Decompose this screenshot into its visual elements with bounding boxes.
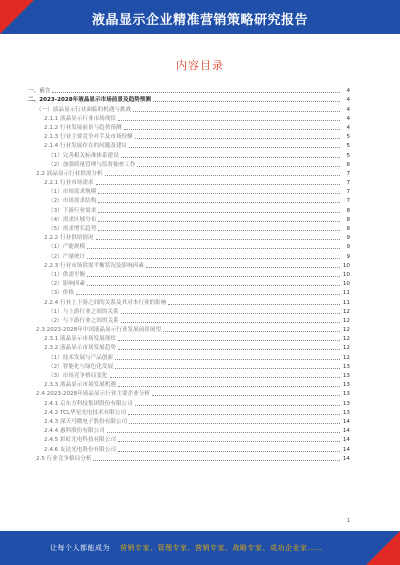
toc-entry-label: （4）需求区域分布	[48, 216, 97, 223]
toc-entry[interactable]	[28, 86, 350, 95]
toc-entry[interactable]	[28, 95, 350, 104]
toc-entry-label: 2.4.3 深天马微电子股份有限公司	[44, 418, 128, 425]
toc-entry-label: （2）智能化与绿色化发展	[48, 363, 114, 370]
toc-entry[interactable]	[28, 352, 350, 361]
toc-entry-page: 4	[346, 124, 350, 131]
toc-entry[interactable]	[28, 196, 350, 205]
toc-entry-page: 10	[342, 281, 350, 288]
toc-entry-page: 13	[342, 391, 350, 398]
toc-entry-label: 2.2.2 行业供给情况	[44, 235, 94, 242]
toc-entry-page: 12	[342, 336, 350, 343]
toc-entry[interactable]	[28, 343, 350, 352]
footer-corner-accent	[366, 531, 400, 565]
toc-leader-dots	[87, 258, 340, 259]
toc-entry-page: 13	[342, 409, 350, 416]
toc-entry-label: 2.2 液晶显示行业供需分析	[36, 170, 103, 177]
toc-entry-label: （3）下游行业需求	[48, 207, 97, 214]
toc-entry[interactable]	[28, 408, 350, 417]
toc-entry-label: 2.3.3 液晶显示市场发展机遇	[44, 382, 116, 389]
toc-entry-page: 12	[342, 317, 350, 324]
toc-entry-label: 2.4.4 惠科股份有限公司	[44, 428, 105, 435]
toc-leader-dots	[153, 101, 340, 102]
toc-entry-label: 2.2.4 行业上下游之间的关系及其对本行业的影响	[44, 299, 167, 306]
toc-entry-page: 4	[346, 88, 350, 95]
toc-entry-label: 2.5 行业竞争格局分析	[36, 455, 92, 462]
toc-entry[interactable]	[28, 279, 350, 288]
toc-leader-dots	[98, 221, 340, 222]
toc-entry-page: 14	[342, 428, 350, 435]
toc-entry-label: （一）液晶显示行业面临的机遇与挑战	[36, 106, 132, 113]
toc-entry-page: 14	[342, 446, 350, 453]
toc-entry-page: 11	[342, 290, 350, 297]
toc-entry-page: 8	[346, 207, 350, 214]
toc-leader-dots	[98, 212, 340, 213]
toc-entry[interactable]	[28, 398, 350, 407]
toc-entry-label: 2.3.2 液晶显示市场发展趋势	[44, 345, 116, 352]
toc-entry-label: （3）价格	[48, 290, 74, 297]
toc-leader-dots	[121, 313, 340, 314]
toc-entry-label: 2.4.5 彩虹光电科技有限公司	[44, 437, 116, 444]
toc-leader-dots	[98, 230, 340, 231]
toc-entry-page: 12	[342, 308, 350, 315]
toc-entry[interactable]	[28, 251, 350, 260]
toc-leader-dots	[87, 276, 340, 277]
toc-leader-dots	[93, 460, 340, 461]
toc-entry-page: 10	[342, 262, 350, 269]
toc-entry-label: （5）需求增长趋势	[48, 226, 97, 232]
toc-entry-page: 5	[346, 152, 350, 159]
toc-leader-dots	[124, 129, 340, 130]
toc-leader-dots	[135, 138, 340, 139]
toc-entry-page: 4	[346, 106, 350, 113]
toc-entry[interactable]	[28, 444, 350, 453]
toc-entry-page: 8	[346, 216, 350, 223]
toc-entry[interactable]	[28, 242, 350, 251]
toc-leader-dots	[115, 359, 340, 360]
toc-entry[interactable]	[28, 389, 350, 398]
toc-entry[interactable]	[28, 307, 350, 316]
toc-leader-dots	[98, 193, 340, 194]
toc-entry-label: 2.1.2 行业发展前景与趋势预测	[44, 124, 122, 131]
toc-entry-label: （2）产量统计	[48, 253, 86, 260]
toc-entry[interactable]	[28, 205, 350, 214]
toc-entry-page: 7	[346, 170, 350, 177]
toc-entry[interactable]	[28, 380, 350, 389]
toc-entry-label: 2.3.1 液晶显示市场发展现状	[44, 336, 116, 343]
toc-entry[interactable]	[28, 215, 350, 224]
toc-leader-dots	[118, 340, 340, 341]
toc-leader-dots	[105, 175, 340, 176]
toc-entry-label: （1）供需平衡	[48, 271, 86, 278]
footer-band	[0, 531, 400, 565]
toc-entry-label: （2）加强质量管理与监督抽查工作	[48, 161, 136, 168]
toc-leader-dots	[115, 368, 340, 369]
toc-entry[interactable]	[28, 123, 350, 132]
toc-entry[interactable]	[28, 435, 350, 444]
toc-entry[interactable]	[28, 334, 350, 343]
toc-entry-label: 2.1.3 行业主要竞争对手及市场份额	[44, 134, 133, 141]
toc-entry-label: （2）影响因素	[48, 281, 86, 288]
toc-heading: 内容目录	[176, 59, 224, 72]
toc-entry-page: 14	[342, 437, 350, 444]
toc-entry-page: 10	[342, 271, 350, 278]
page-number: 1	[346, 518, 350, 524]
toc-entry-label: 2.2.3 行业市场供需平衡状况及影响因素	[44, 262, 144, 269]
toc-entry-page: 13	[342, 382, 350, 389]
toc-entry[interactable]	[28, 362, 350, 371]
toc-leader-dots	[110, 377, 341, 378]
toc-entry-page: 5	[346, 143, 350, 150]
toc-leader-dots	[137, 166, 340, 167]
toc-entry-label: （1）完善相关标准体系建设	[48, 152, 119, 159]
toc-leader-dots	[129, 423, 340, 424]
footer-slogan-lead: 让每个人都能成为	[50, 544, 110, 552]
toc-entry-label: （1）市场需求规模	[48, 189, 97, 196]
toc-entry-page: 13	[342, 363, 350, 370]
toc-entry[interactable]	[28, 141, 350, 150]
toc-entry-page: 6	[346, 161, 350, 168]
toc-entry-page: 9	[346, 235, 350, 242]
toc-entry[interactable]	[28, 233, 350, 242]
toc-entry-page: 12	[342, 345, 350, 352]
toc-leader-dots	[107, 432, 340, 433]
toc-leader-dots	[52, 92, 340, 93]
toc-entry-label: （1）与上游行业之间的关系	[48, 308, 119, 315]
toc-entry-page: 12	[342, 354, 350, 361]
toc-leader-dots	[135, 405, 340, 406]
toc-entry[interactable]	[28, 114, 350, 123]
footer-slogan	[50, 543, 323, 553]
toc-entry-label: （1）技术发展与产品创新	[48, 354, 114, 361]
toc-leader-dots	[118, 120, 340, 121]
toc-entry[interactable]	[28, 288, 350, 297]
toc-entry-page: 9	[346, 244, 350, 251]
toc-entry-label: 一、前言	[28, 88, 51, 95]
toc-leader-dots	[76, 294, 340, 295]
toc-entry-label: （3）市场竞争格局变化	[48, 373, 108, 379]
table-of-contents	[28, 86, 350, 463]
toc-entry[interactable]	[28, 169, 350, 178]
toc-leader-dots	[87, 248, 340, 249]
toc-entry-label: （2）与下游行业之间的关系	[48, 317, 119, 324]
toc-leader-dots	[129, 147, 340, 148]
toc-entry-page: 12	[342, 327, 350, 334]
toc-entry-label: 2.4.6 友达光电股份有限公司	[44, 446, 116, 453]
toc-entry[interactable]	[28, 316, 350, 325]
toc-entry-label: 2.2.1 行业市场需求	[44, 180, 94, 187]
toc-entry-page: 4	[346, 115, 350, 122]
toc-entry[interactable]	[28, 104, 350, 113]
toc-entry-label: 2.3 2023-2028年中国液晶显示行业发展前景展望	[36, 327, 162, 334]
toc-leader-dots	[163, 331, 340, 332]
toc-entry[interactable]	[28, 261, 350, 270]
toc-entry-label: 2.4 2023-2028年液晶显示行业主要企业分析	[36, 391, 150, 398]
toc-leader-dots	[118, 349, 340, 350]
toc-leader-dots	[118, 441, 340, 442]
toc-leader-dots	[118, 386, 340, 387]
toc-entry-label: 2.4.2 TCL华星光电技术有限公司	[44, 409, 127, 416]
report-title: 液晶显示企业精准营销策略研究报告	[91, 13, 308, 28]
footer-slogan-tags: 营销专家、管理专家、营销专家、战略专家、成功企业家……	[120, 544, 323, 552]
toc-entry[interactable]	[28, 270, 350, 279]
toc-leader-dots	[96, 239, 340, 240]
toc-entry-page: 7	[346, 189, 350, 196]
toc-entry-label: 二、2023-2028年液晶显示市场前景及趋势预测	[28, 97, 151, 104]
toc-entry-page: 13	[342, 373, 350, 379]
toc-entry-page: 7	[346, 198, 350, 205]
toc-leader-dots	[87, 285, 340, 286]
toc-entry[interactable]	[28, 150, 350, 159]
toc-entry-page: 13	[342, 400, 350, 407]
toc-leader-dots	[128, 414, 340, 415]
toc-entry-page: 9	[346, 253, 350, 260]
toc-entry[interactable]	[28, 132, 350, 141]
toc-entry[interactable]	[28, 297, 350, 306]
toc-entry-page: 5	[346, 134, 350, 141]
toc-entry-page: 8	[346, 226, 350, 232]
toc-leader-dots	[96, 184, 340, 185]
toc-entry[interactable]	[28, 178, 350, 187]
toc-entry[interactable]	[28, 160, 350, 169]
toc-leader-dots	[121, 322, 340, 323]
toc-leader-dots	[118, 451, 340, 452]
toc-leader-dots	[146, 267, 340, 268]
toc-entry[interactable]	[28, 417, 350, 426]
toc-entry-page: 7	[346, 180, 350, 187]
toc-entry-label: 2.1.4 行业发展存在的问题及建议	[44, 143, 128, 150]
toc-leader-dots	[98, 202, 340, 203]
toc-leader-dots	[133, 111, 340, 112]
toc-leader-dots	[152, 395, 340, 396]
toc-entry-page: 11	[342, 299, 350, 306]
toc-leader-dots	[121, 157, 340, 158]
toc-entry-label: （2）市场需求结构	[48, 198, 97, 205]
toc-entry[interactable]	[28, 371, 350, 380]
toc-entry-page: 14	[342, 455, 350, 462]
toc-entry[interactable]	[28, 454, 350, 463]
toc-entry[interactable]	[28, 224, 350, 233]
toc-entry-label: 2.4.1 京东方科技集团股份有限公司	[44, 400, 133, 407]
toc-entry[interactable]	[28, 325, 350, 334]
toc-entry-label: （1）产能规模	[48, 244, 86, 251]
header-band	[0, 0, 400, 34]
toc-entry-page: 14	[342, 418, 350, 425]
toc-entry[interactable]	[28, 187, 350, 196]
toc-entry-label: 2.1.1 液晶显示行业市场现状	[44, 115, 116, 122]
toc-leader-dots	[168, 304, 340, 305]
toc-entry[interactable]	[28, 426, 350, 435]
toc-entry-page: 4	[346, 97, 350, 104]
